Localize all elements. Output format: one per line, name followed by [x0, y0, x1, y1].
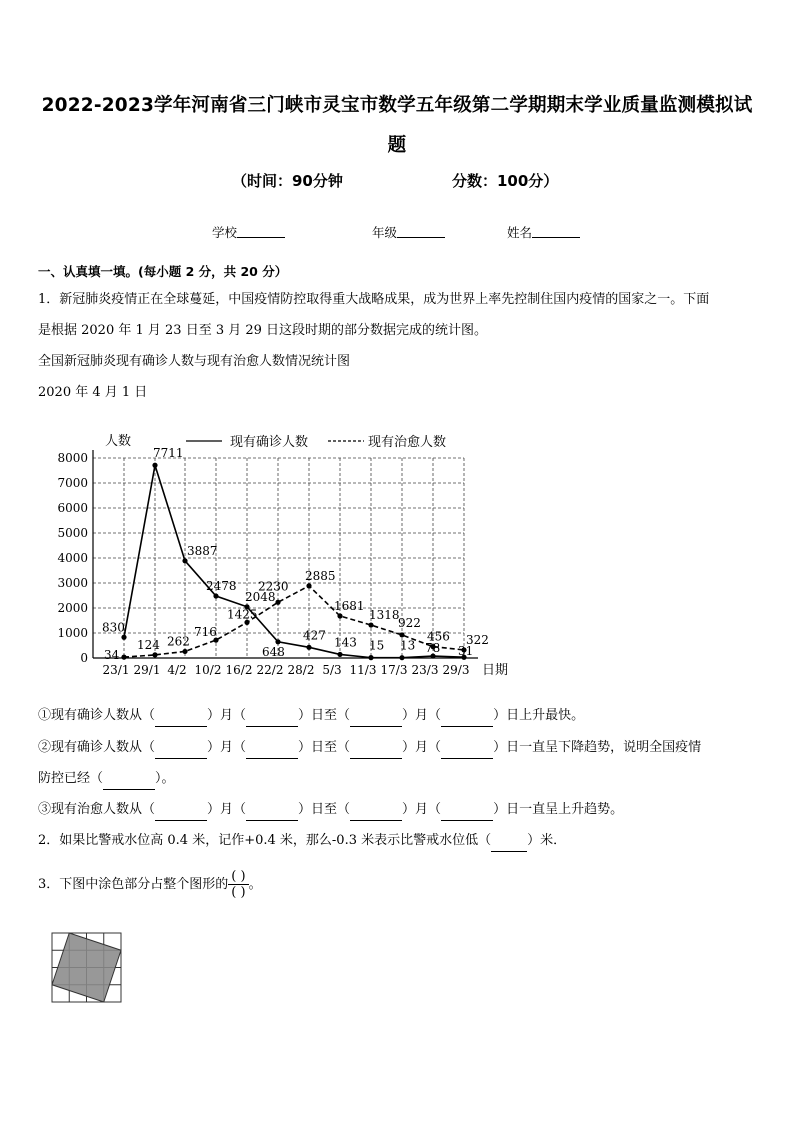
confirmed-data-label: 31: [458, 644, 474, 659]
confirmed-data-label: 2048: [245, 589, 276, 604]
recovered-point: [275, 600, 280, 605]
blank-2a[interactable]: [155, 738, 207, 759]
day-to-sep: ）日至（: [298, 802, 351, 817]
q1-line-1: 1．新冠肺炎疫情正在全球蔓延，中国疫情防控取得重大战略成果，成为世界上率先控制住国内疫情的国家之一。下面: [38, 292, 710, 307]
section-1-heading: 一、认真填一填。(每小题 2 分，共 20 分）: [38, 264, 288, 279]
confirmed-data-label: 78: [425, 641, 441, 656]
statistics-chart: [0, 420, 794, 690]
recovered-data-label: 262: [167, 634, 190, 649]
x-tick-label: 17/3: [380, 663, 408, 677]
confirmed-data-label: 427: [303, 628, 326, 643]
legend-recovered: 现有治愈人数: [368, 435, 447, 450]
confirmed-point: [306, 645, 311, 650]
time-label: （时间：90分钟: [232, 172, 343, 190]
title-line-1: 2022-2023学年河南省三门峡市灵宝市数学五年级第二学期期末学业质量监测模拟试: [41, 95, 753, 116]
chart-date: 2020 年 4 月 1 日: [38, 385, 148, 400]
q1-sub1-lead: ①现有确诊人数从（: [38, 708, 156, 723]
y-tick-label: 8000: [57, 451, 88, 465]
blank-3d[interactable]: [441, 800, 493, 821]
y-tick-label: 7000: [57, 476, 88, 490]
blank-2b[interactable]: [246, 738, 298, 759]
school-blank[interactable]: [237, 223, 285, 238]
paren-close: ）: [493, 740, 507, 755]
paren-close: ）: [493, 708, 507, 723]
recovered-point: [337, 613, 342, 618]
school-label: 学校: [212, 225, 238, 240]
fraction-numerator[interactable]: ( ): [228, 869, 248, 885]
score-label: 分数：100分）: [452, 172, 559, 190]
recovered-data-label: 34: [104, 648, 120, 663]
month-sep: ）月（: [402, 708, 442, 723]
confirmed-data-label: 3887: [187, 543, 218, 558]
recovered-point: [152, 652, 157, 657]
recovered-data-label: 716: [194, 625, 217, 640]
q1-sub-2-cont: [38, 769, 758, 790]
confirmed-data-label: 830: [102, 620, 125, 635]
q1-line-2: 是根据 2020 年 1 月 23 日至 3 月 29 日这段时期的部分数据完成的统计图。: [38, 323, 488, 338]
month-sep: ）月（: [402, 740, 442, 755]
chart-series: [121, 463, 466, 661]
recovered-point: [368, 622, 373, 627]
blank-1a[interactable]: [155, 706, 207, 727]
x-tick-label: 23/3: [411, 663, 439, 677]
blank-1c[interactable]: [350, 706, 402, 727]
shaded-square: [52, 933, 121, 1002]
recovered-data-label: 1318: [369, 608, 400, 623]
x-tick-label: 23/1: [102, 663, 130, 677]
q1-sub-2: [38, 738, 758, 759]
confirmed-data-label: 7711: [153, 446, 184, 461]
confirmed-point: [337, 652, 342, 657]
recovered-point: [182, 649, 187, 654]
paren-close: ）: [493, 802, 507, 817]
recovered-data-label: 2230: [258, 579, 289, 594]
q3-end: 。: [248, 877, 262, 892]
recovered-data-label: 1681: [334, 598, 365, 613]
grade-blank[interactable]: [397, 223, 445, 238]
confirmed-point: [152, 463, 157, 468]
q1-sub2-lead: ②现有确诊人数从（: [38, 740, 156, 755]
legend-confirmed: 现有确诊人数: [230, 435, 309, 450]
x-tick-label: 5/3: [322, 663, 342, 677]
q1-sub3-end: 日一直呈上升趋势。: [506, 802, 624, 817]
q1-sub3-lead: ③现有治愈人数从（: [38, 802, 156, 817]
y-tick-label: 3000: [57, 576, 88, 590]
recovered-data-label: 922: [398, 615, 421, 630]
confirmed-data-label: 143: [334, 635, 357, 650]
recovered-data-label: 1425: [227, 607, 258, 622]
recovered-data-label: 456: [427, 629, 450, 644]
name-blank[interactable]: [532, 223, 580, 238]
confirmed-data-label: 13: [400, 638, 416, 653]
month-sep: ）月（: [207, 708, 247, 723]
chart-caption: 全国新冠肺炎现有确诊人数与现有治愈人数情况统计图: [38, 354, 351, 369]
recovered-point: [399, 632, 404, 637]
blank-2d[interactable]: [441, 738, 493, 759]
y-tick-label: 4000: [57, 551, 88, 565]
q1-sub-1: [38, 706, 758, 727]
fraction-denominator[interactable]: ( ): [231, 885, 246, 900]
x-tick-label: 4/2: [167, 663, 187, 677]
q2-end: ）米．: [527, 833, 567, 848]
day-to-sep: ）日至（: [298, 708, 351, 723]
blank-2c[interactable]: [350, 738, 402, 759]
q2-text: 2．如果比警戒水位高 0.4 米，记作+0.4 米，那么-0.3 米表示比警戒水位低（: [38, 833, 492, 848]
confirmed-point: [399, 655, 404, 660]
blank-1d[interactable]: [441, 706, 493, 727]
confirmed-point: [182, 558, 187, 563]
confirmed-point: [121, 635, 126, 640]
q3-fraction[interactable]: [228, 869, 248, 900]
q3: [38, 868, 758, 902]
q1-sub-3: [38, 800, 758, 821]
confirmed-data-label: 15: [369, 638, 385, 653]
blank-3b[interactable]: [246, 800, 298, 821]
blank-q2[interactable]: [491, 831, 527, 852]
name-label: 姓名: [507, 225, 533, 240]
x-tick-label: 22/2: [256, 663, 284, 677]
title-line-2: 题: [387, 135, 407, 156]
blank-3c[interactable]: [350, 800, 402, 821]
blank-1b[interactable]: [246, 706, 298, 727]
x-tick-label: 16/2: [225, 663, 253, 677]
blank-2e[interactable]: [103, 769, 155, 790]
chart-labels: [57, 433, 508, 678]
y-tick-label: 0: [80, 651, 88, 665]
blank-3a[interactable]: [155, 800, 207, 821]
recovered-data-label: 322: [466, 632, 489, 647]
recovered-point: [306, 583, 311, 588]
y-tick-label: 1000: [57, 626, 88, 640]
x-axis-title: 日期: [482, 663, 509, 678]
q2: [38, 831, 758, 852]
grade-field: [372, 223, 397, 241]
recovered-data-label: 124: [137, 637, 160, 652]
q3-figure: [51, 932, 125, 1006]
x-tick-label: 28/2: [287, 663, 315, 677]
exam-title: [30, 86, 764, 166]
q1-sub1-end: 日上升最快。: [506, 708, 585, 723]
q3-text: 3．下图中涂色部分占整个图形的: [38, 877, 229, 892]
grade-label: 年级: [372, 225, 398, 240]
x-tick-label: 10/2: [194, 663, 222, 677]
x-tick-label: 11/3: [349, 663, 377, 677]
confirmed-data-label: 2478: [206, 579, 237, 594]
q1-sub2-cont-lead: 防控已经（: [38, 771, 104, 786]
recovered-point: [121, 655, 126, 660]
confirmed-point: [275, 639, 280, 644]
y-tick-label: 5000: [57, 526, 88, 540]
month-sep: ）月（: [207, 802, 247, 817]
x-tick-label: 29/1: [133, 663, 161, 677]
q1-sub2-end: 日一直呈下降趋势，说明全国疫情: [506, 740, 702, 755]
y-tick-label: 6000: [57, 501, 88, 515]
confirmed-data-label: 648: [262, 644, 285, 659]
month-sep: ）月（: [402, 802, 442, 817]
day-to-sep: ）日至（: [298, 740, 351, 755]
y-axis-title: 人数: [105, 434, 132, 449]
school-field: [212, 223, 237, 241]
x-tick-label: 29/3: [442, 663, 470, 677]
paren-close-period: ）。: [155, 771, 175, 786]
recovered-data-label: 2885: [305, 568, 336, 583]
name-field: [507, 223, 532, 241]
month-sep: ）月（: [207, 740, 247, 755]
confirmed-point: [213, 593, 218, 598]
y-tick-label: 2000: [57, 601, 88, 615]
confirmed-point: [368, 655, 373, 660]
